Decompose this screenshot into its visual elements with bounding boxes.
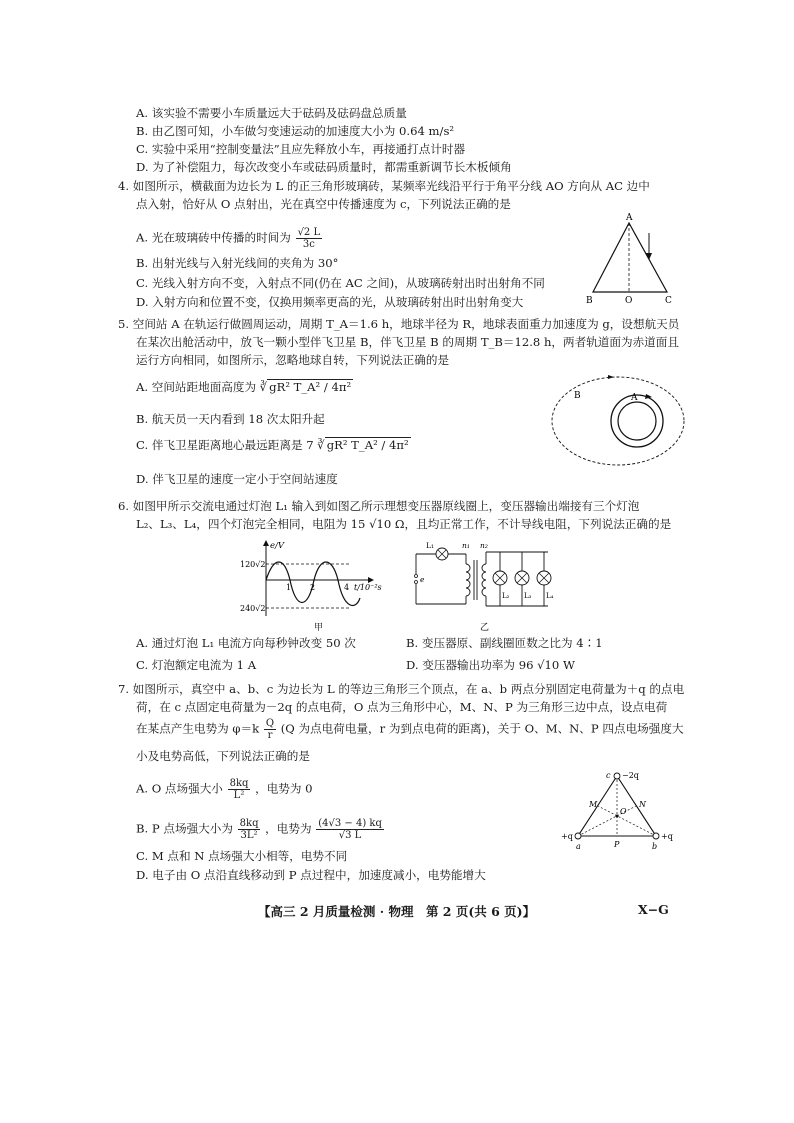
q4-option-b: B. 出射光线与入射光线间的夹角为 30° <box>136 256 339 270</box>
q5-direction-arrow <box>608 375 614 379</box>
q7-potential-denominator: r <box>267 730 273 741</box>
q5-orbit-figure <box>548 372 688 470</box>
q7-option-a-pre: A. O 点场强大小 <box>136 781 223 796</box>
q7-stem-3 <box>136 718 684 741</box>
q6-option-b: B. 变压器原、副线圈匝数之比为 4∶1 <box>406 636 603 650</box>
q6-yi-label-e: e <box>420 575 425 584</box>
q6-yi-label-n1: n₁ <box>462 541 470 550</box>
q5-option-c-expression: gR² T_A² / 4π² <box>326 438 409 452</box>
q5-radical-sign-c: ∛ <box>317 438 325 452</box>
q6-option-c: C. 灯泡额定电流为 1 A <box>136 658 257 672</box>
q7-label-a: a <box>576 842 581 851</box>
q5-option-c-text: C. 伴飞卫星距离地心最远距离是 7 <box>136 438 314 452</box>
q7-label-qc: −2q <box>622 771 639 780</box>
q4-stem-2: 点入射，恰好从 O 点射出，光在真空中传播速度为 c，下列说法正确的是 <box>136 197 511 211</box>
q4-option-a-fraction <box>296 227 323 250</box>
q5-stem-3: 运行方向相同，如图所示，忽略地球自转，下列说法正确的是 <box>136 353 450 367</box>
q7-potential-fraction <box>264 718 276 741</box>
q5-label-a: A <box>631 393 638 403</box>
q5-option-d: D. 伴飞卫星的速度一定小于空间站速度 <box>136 472 338 486</box>
q7-stem-1: 7. 如图所示，真空中 a、b、c 为边长为 L 的等边三角形三个顶点，在 a、b 两点分别固定电荷量为＋q 的点电 <box>118 682 685 696</box>
q6-yi-secondary-coil <box>482 564 486 596</box>
q3-option-a: A. 该实验不需要小车质量远大于砝码及砝码盘总质量 <box>136 106 407 120</box>
q4-stem-1: 4. 如图所示，横截面为边长为 L 的正三角形玻璃砖，某频率光线沿平行于角平分线 AO 方向从 AC 边中 <box>118 179 650 193</box>
q3-option-d: D. 为了补偿阻力，每次改变小车或砝码质量时，都需重新调节长木板倾角 <box>136 160 512 174</box>
q7-label-o: O <box>620 807 627 816</box>
q6-jia-y-arrow <box>263 540 269 546</box>
q6-figure-yi <box>408 538 558 633</box>
q6-yi-label-l4: L₄ <box>546 592 554 600</box>
q4-label-a: A <box>626 213 633 223</box>
q6-jia-tick-1: 1 <box>286 583 292 592</box>
q6-stem-1: 6. 如图甲所示交流电通过灯泡 L₁ 输入到如图乙所示理想变压器原线圈上，变压器输出端接有三个灯泡 <box>118 499 640 513</box>
q6-jia-caption: 甲 <box>314 623 324 633</box>
q7-b-numerator-2: (4√3 − 4) kq <box>318 818 382 829</box>
q5-option-c <box>136 436 411 454</box>
q4-a-numerator: √2 L <box>297 227 321 238</box>
q7-option-d: D. 电子由 O 点沿直线移动到 P 点过程中，加速度减小，电势能增大 <box>136 868 486 882</box>
q7-triangle-figure <box>560 768 675 853</box>
q7-option-b-mid: ，电势为 <box>265 821 312 836</box>
q7-option-a <box>136 778 313 801</box>
q6-jia-tick-2: 2 <box>310 583 316 592</box>
q5-earth <box>618 402 656 440</box>
q4-option-c: C. 光线入射方向不变，入射点不同(仍在 AC 之间)，从玻璃砖射出时出射角不同 <box>136 276 545 290</box>
q7-b-denominator-2: √3 L <box>338 830 362 841</box>
q5-label-b: B <box>574 391 581 401</box>
q7-stem-4: 小及电势高低，下列说法正确的是 <box>136 749 310 763</box>
q7-b-numerator-1: 8kq <box>239 818 259 829</box>
q7-option-a-post: ，电势为 0 <box>255 781 313 796</box>
q7-label-m: M <box>589 800 598 809</box>
q7-a-numerator: 8kq <box>229 778 249 789</box>
q4-option-d: D. 入射方向和位置不变，仅换用频率更高的光，从玻璃砖射出时出射角变大 <box>136 295 524 309</box>
q6-jia-xlabel: t/10⁻²s <box>354 583 382 592</box>
q5-option-a <box>136 378 353 396</box>
q6-jia-ymax: 120√2 <box>240 560 266 569</box>
q4-label-o: O <box>625 296 633 306</box>
q7-option-b-fraction-2 <box>316 818 384 841</box>
q6-yi-caption: 乙 <box>480 623 490 633</box>
q6-option-d: D. 变压器输出功率为 96 √10 W <box>406 658 575 672</box>
q7-option-c: C. M 点和 N 点场强大小相等，电势不同 <box>136 849 348 863</box>
q7-charge-a <box>575 833 581 839</box>
q7-label-qb: +q <box>661 832 673 841</box>
q6-yi-label-l1: L₁ <box>426 541 434 550</box>
q5-stem-2: 在某次出舱活动中，放飞一颗小型伴飞卫星 B，伴飞卫星 B 的周期 T_B＝12.8 h，两者轨道面为赤道面且 <box>136 335 679 349</box>
q6-yi-label-l2: L₂ <box>502 592 510 600</box>
q3-option-c: C. 实验中采用“控制变量法”且应先释放小车，再接通打点计时器 <box>136 142 466 156</box>
q7-label-b: b <box>652 842 658 851</box>
q6-jia-tick-4: 4 <box>344 583 350 592</box>
q6-option-a: A. 通过灯泡 L₁ 电流方向每秒钟改变 50 次 <box>136 636 356 650</box>
q7-option-b-fraction-1 <box>238 818 261 841</box>
q5-option-b: B. 航天员一天内看到 18 次太阳升起 <box>136 412 325 426</box>
q7-b-denominator-1: 3L² <box>240 830 258 841</box>
q7-potential-numerator: Q <box>265 718 275 729</box>
q4-a-denominator: 3c <box>302 239 315 250</box>
q5-stem-1: 5. 空间站 A 在轨运行做圆周运动，周期 T_A＝1.6 h，地球半径为 R，地球表面重力加速度为 g，设想航天员 <box>118 317 680 331</box>
q7-label-qa: +q <box>561 832 573 841</box>
page-footer: 【高三 2 月质量检测 · 物理 第 2 页(共 6 页)】 <box>258 904 536 919</box>
q6-jia-ylabel: e/V <box>270 541 285 551</box>
q7-label-p: P <box>614 840 620 849</box>
q7-point-o <box>616 815 619 818</box>
q6-yi-primary-coil <box>466 564 470 596</box>
q5-option-a-expression: gR² T_A² / 4π² <box>269 380 352 394</box>
q7-stem-2: 荷，在 c 点固定电荷量为－2q 的点电荷，O 点为三角形中心，M、N、P 为三角形三边中点，设点电荷 <box>136 700 668 714</box>
q7-charge-b <box>653 833 659 839</box>
paper-code: X−G <box>638 902 669 917</box>
q7-charge-c <box>614 773 620 779</box>
q6-yi-label-n2: n₂ <box>480 541 488 550</box>
q4-triangle-figure <box>585 215 680 305</box>
q7-stem-3-pre: 在某点产生电势为 φ＝k <box>136 721 260 736</box>
q3-option-b: B. 由乙图可知，小车做匀变速运动的加速度大小为 0.64 m/s² <box>136 124 455 138</box>
q4-triangle <box>593 223 667 292</box>
q7-option-a-fraction <box>228 778 251 801</box>
q4-label-c: C <box>665 296 672 306</box>
q7-a-denominator: L² <box>233 790 245 801</box>
q7-label-n: N <box>639 800 646 809</box>
q7-option-b-pre: B. P 点场强大小为 <box>136 821 233 836</box>
q6-figure-jia <box>240 538 400 633</box>
q6-jia-ymin: 240√2 <box>240 604 266 613</box>
q7-label-c: c <box>606 771 611 780</box>
q6-stem-2: L₂、L₃、L₄，四个灯泡完全相同，电阻为 15 √10 Ω，且均正常工作，不计导线电阻，下列说法正确的是 <box>136 517 672 531</box>
q6-yi-terminal-bottom <box>415 581 418 584</box>
q4-label-b: B <box>586 296 593 306</box>
q7-stem-3-post: (Q 为点电荷电量，r 为到点电荷的距离)，关于 O、M、N、P 四点电场强度大 <box>280 721 684 736</box>
q4-option-a-text: A. 光在玻璃砖中传播的时间为 <box>136 230 291 245</box>
q6-yi-label-l3: L₃ <box>524 592 532 600</box>
q6-yi-terminal-top <box>415 575 418 578</box>
q4-option-a <box>136 227 323 250</box>
q5-radical-sign: ∛ <box>259 380 268 394</box>
q7-option-b <box>136 818 385 841</box>
q5-option-a-text: A. 空间站距地面高度为 <box>136 380 257 394</box>
